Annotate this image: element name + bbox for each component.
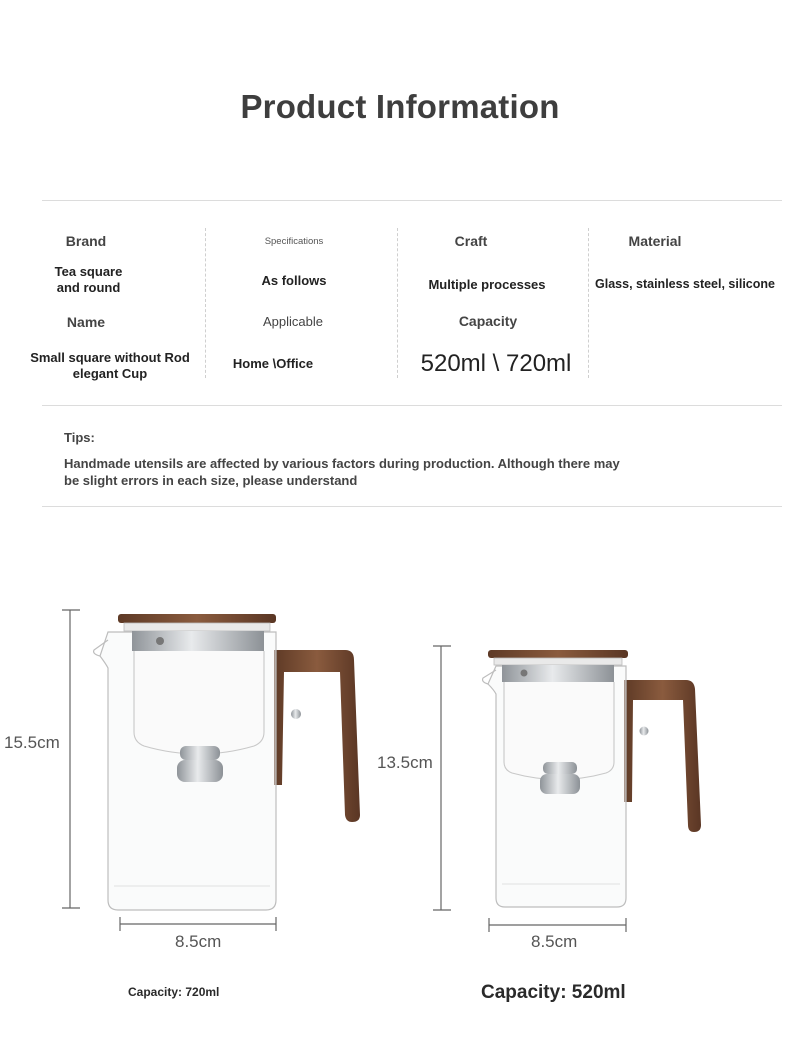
page-title: Product Information <box>240 88 560 125</box>
craft-label: Craft <box>454 233 488 249</box>
pitcher-520ml <box>433 646 701 932</box>
name-label: Name <box>66 314 106 330</box>
name-value-line: elegant Cup <box>72 365 148 381</box>
applicable-value: Home \Office <box>232 356 314 371</box>
brand-value-line: Tea square <box>54 264 123 279</box>
capacity-value: 520ml \ 720ml <box>420 350 572 377</box>
height-label-720ml: 15.5cm <box>4 733 60 752</box>
tips-line: be slight errors in each size, please understand <box>64 472 358 488</box>
capacity-caption-720ml: Capacity: 720ml <box>128 985 220 999</box>
specifications-value: As follows <box>261 273 327 288</box>
brand-value-line: and round <box>56 279 121 295</box>
name-value-line: Small square without Rod <box>30 350 190 365</box>
width-label-720ml: 8.5cm <box>175 932 222 951</box>
brand-label: Brand <box>65 233 107 249</box>
capacity-caption-520ml: Capacity: 520ml <box>481 982 626 1003</box>
material-value: Glass, stainless steel, silicone <box>595 277 775 291</box>
specifications-label: Specifications <box>264 236 324 247</box>
width-label-520ml: 8.5cm <box>531 932 578 951</box>
pitcher-720ml <box>62 610 360 931</box>
tips-line: Handmade utensils are affected by various factors during production. Although there may <box>64 456 620 471</box>
applicable-label: Applicable <box>263 314 323 329</box>
craft-value: Multiple processes <box>428 277 546 292</box>
material-label: Material <box>628 233 682 249</box>
capacity-label: Capacity <box>458 313 518 329</box>
tips-heading: Tips: <box>64 430 95 445</box>
height-label-520ml: 13.5cm <box>377 753 433 772</box>
